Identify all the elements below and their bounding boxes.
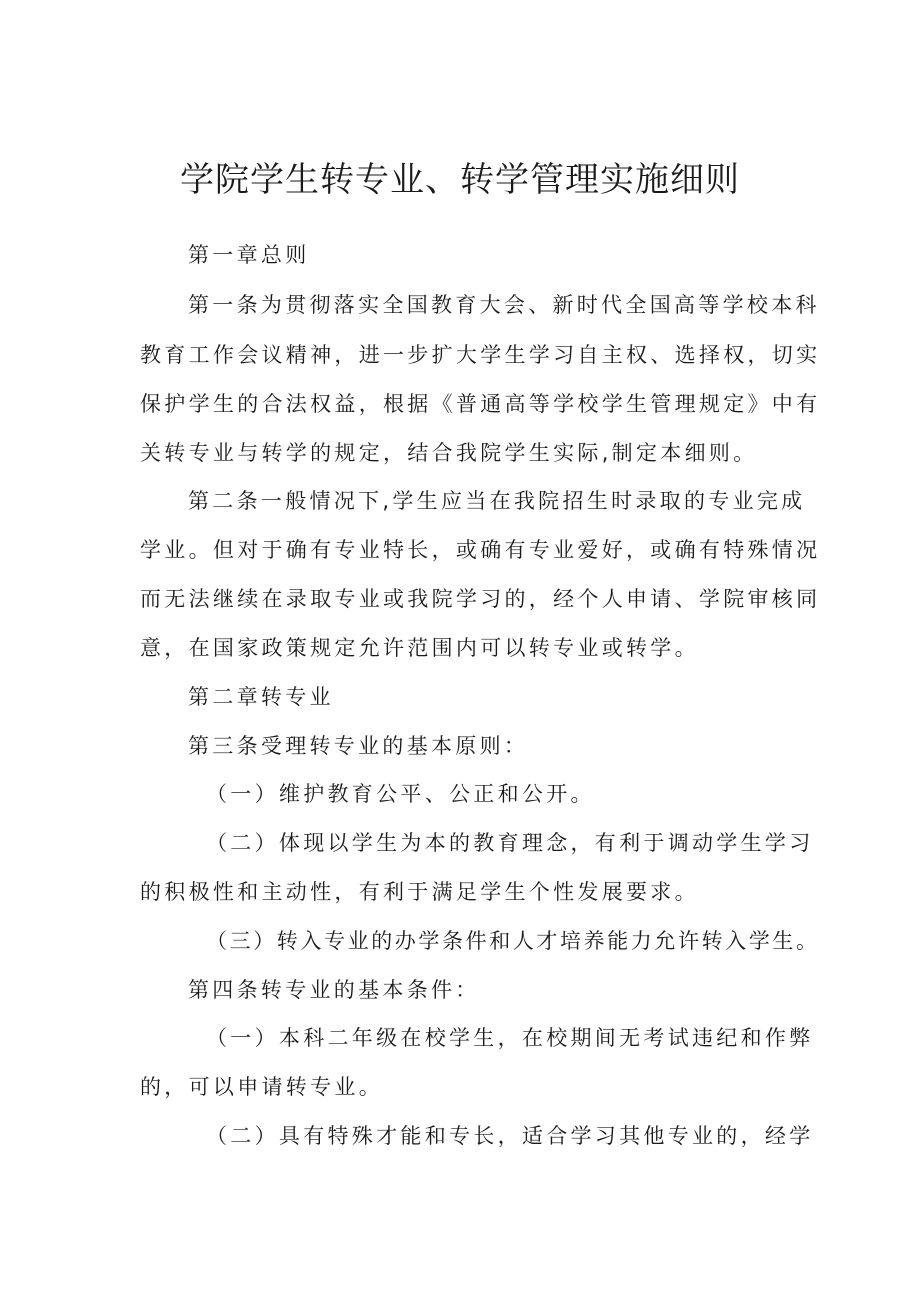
- paragraph-line: 的积极性和主动性，有利于满足学生个性发展要求。: [140, 880, 699, 904]
- chapter-heading: 第一章总则: [188, 243, 310, 267]
- list-item-line: （三）转入专业的办学条件和人才培养能力允许转入学生。: [206, 929, 820, 953]
- paragraph-line: 第三条受理转专业的基本原则：: [188, 734, 529, 758]
- paragraph-line: 而无法继续在录取专业或我院学习的，经个人申请、学院审核同: [140, 587, 821, 611]
- document-title: 学院学生转专业、转学管理实施细则: [180, 160, 740, 200]
- list-item-line: （二）体现以学生为本的教育理念，有利于调动学生学习: [206, 831, 814, 855]
- paragraph-line: 意，在国家政策规定允许范围内可以转专业或转学。: [140, 636, 699, 660]
- paragraph-line: 教育工作会议精神，进一步扩大学生学习自主权、选择权，切实: [140, 343, 821, 367]
- list-item-line: （一）维护教育公平、公正和公开。: [206, 782, 595, 806]
- paragraph-line: 关转专业与转学的规定，结合我院学生实际,制定本细则。: [140, 441, 758, 465]
- paragraph-line: 第四条转专业的基本条件：: [188, 978, 480, 1002]
- paragraph-line: 保护学生的合法权益，根据《普通高等学校学生管理规定》中有: [140, 392, 821, 416]
- list-item-line: （一）本科二年级在校学生，在校期间无考试违纪和作弊: [206, 1026, 814, 1050]
- chapter-heading: 第二章转专业: [188, 685, 334, 709]
- paragraph-line: 学业。但对于确有专业特长，或确有专业爱好，或确有特殊情况: [140, 538, 821, 562]
- paragraph-line: 的，可以申请转专业。: [140, 1075, 383, 1099]
- paragraph-line: 第一条为贯彻落实全国教育大会、新时代全国高等学校本科: [188, 293, 820, 317]
- list-item-line: （二）具有特殊才能和专长，适合学习其他专业的，经学: [206, 1124, 814, 1148]
- paragraph-line: 第二条一般情况下,学生应当在我院招生时录取的专业完成: [188, 489, 806, 513]
